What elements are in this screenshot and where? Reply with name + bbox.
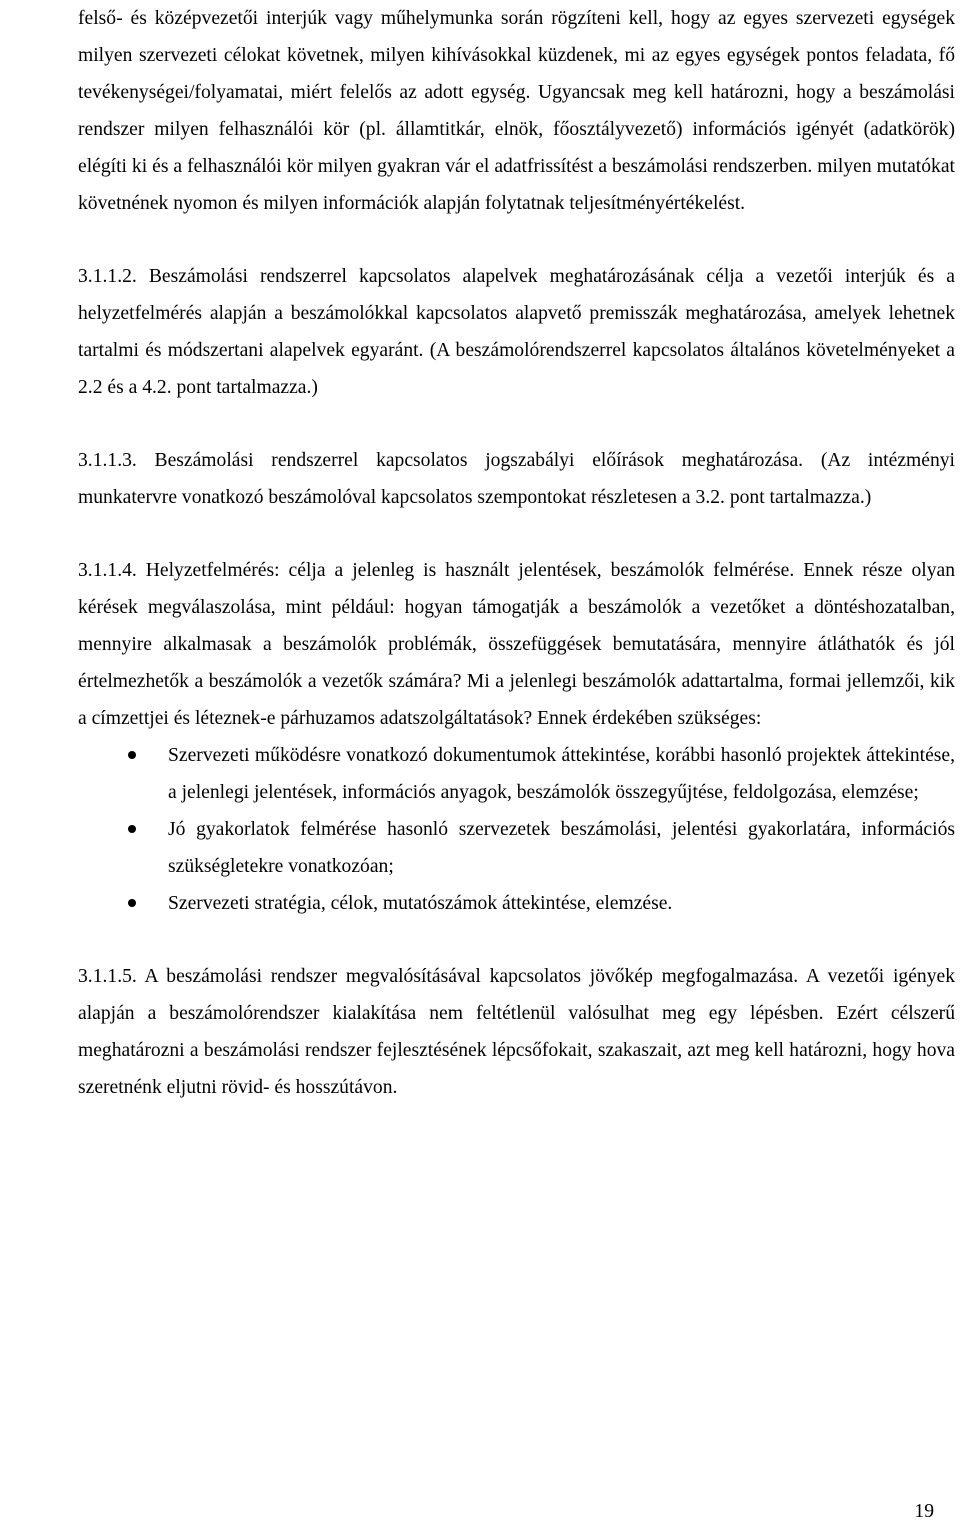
bullet-icon — [128, 825, 136, 833]
section-number: 3.1.1.4. — [78, 560, 137, 581]
section-3-1-1-4 — [78, 552, 955, 737]
list-item-text: Szervezeti működésre vonatkozó dokumentumok áttekintése, korábbi hasonló projektek áttekintése, a jelenlegi jelentések, információs anyagok, beszámolók összegyűjtése, feldolgozása, elemzése; — [168, 745, 955, 803]
section-text: Helyzetfelmérés: célja a jelenleg is használt jelentések, beszámolók felmérése. Ennek része olyan kérések megválaszolása, mint például: hogyan támogatják a beszámolók a vezetőket a döntéshozatalban, mennyire alkalmasak a beszámolók problémák, összefüggések bemutatására, mennyire átláthatók és jól értelmezhetők a beszámolók a vezetők számára? Mi a jelenlegi beszámolók adattartalma, formai jellemzői, kik a címzettjei és léteznek-e párhuzamos adatszolgáltatások? Ennek érdekében szükséges: — [78, 560, 955, 729]
section-text: Beszámolási rendszerrel kapcsolatos jogszabályi előírások meghatározása. (Az intézményi munkatervre vonatkozó beszámolóval kapcsolatos szempontokat részletesen a 3.2. pont tartalmazza.) — [78, 450, 955, 508]
page-number: 19 — [914, 1501, 934, 1522]
list-item-text: Jó gyakorlatok felmérése hasonló szervezetek beszámolási, jelentési gyakorlatára, információs szükségletekre vonatkozóan; — [168, 819, 955, 877]
document-page — [78, 0, 955, 1106]
bullet-icon — [128, 899, 136, 907]
section-text: A beszámolási rendszer megvalósításával kapcsolatos jövőkép megfogalmazása. A vezetői igények alapján a beszámolórendszer kialakítása nem feltétlenül valósulhat meg egy lépésben. Ezért célszerű meghatározni a beszámolási rendszer fejlesztésének lépcsőfokait, szakaszait, azt meg kell határozni, hogy hova szeretnénk eljutni rövid- és hosszútávon. — [78, 966, 955, 1098]
section-3-1-1-5 — [78, 958, 955, 1106]
list-item — [78, 885, 955, 922]
section-3-1-1-2 — [78, 258, 955, 406]
intro-paragraph: felső- és középvezetői interjúk vagy műhelymunka során rögzíteni kell, hogy az egyes szervezeti egységek milyen szervezeti célokat követnek, milyen kihívásokkal küzdenek, mi az egyes egységek pontos feladata, fő tevékenységei/folyamatai, miért felelős az adott egység. Ugyancsak meg kell határozni, hogy a beszámolási rendszer milyen felhasználói kör (pl. államtitkár, elnök, főosztályvezető) információs igényét (adatkörök) elégíti ki és a felhasználói kör milyen gyakran vár el adatfrissítést a beszámolási rendszerben. milyen mutatókat követnének nyomon és milyen információk alapján folytatnak teljesítményértékelést. — [78, 8, 955, 214]
section-number: 3.1.1.2. — [78, 266, 137, 287]
bullet-list — [78, 737, 955, 922]
section-text: Beszámolási rendszerrel kapcsolatos alapelvek meghatározásának célja a vezetői interjúk és a helyzetfelmérés alapján a beszámolókkal kapcsolatos alapvető premisszák meghatározása, amelyek lehetnek tartalmi és módszertani alapelvek egyaránt. (A beszámolórendszerrel kapcsolatos általános követelményeket a 2.2 és a 4.2. pont tartalmazza.) — [78, 266, 955, 398]
section-number: 3.1.1.3. — [78, 450, 137, 471]
section-3-1-1-3 — [78, 442, 955, 516]
list-item-text: Szervezeti stratégia, célok, mutatószámok áttekintése, elemzése. — [168, 893, 673, 914]
list-item — [78, 811, 955, 885]
bullet-icon — [128, 751, 136, 759]
list-item — [78, 737, 955, 811]
section-number: 3.1.1.5. — [78, 966, 137, 987]
